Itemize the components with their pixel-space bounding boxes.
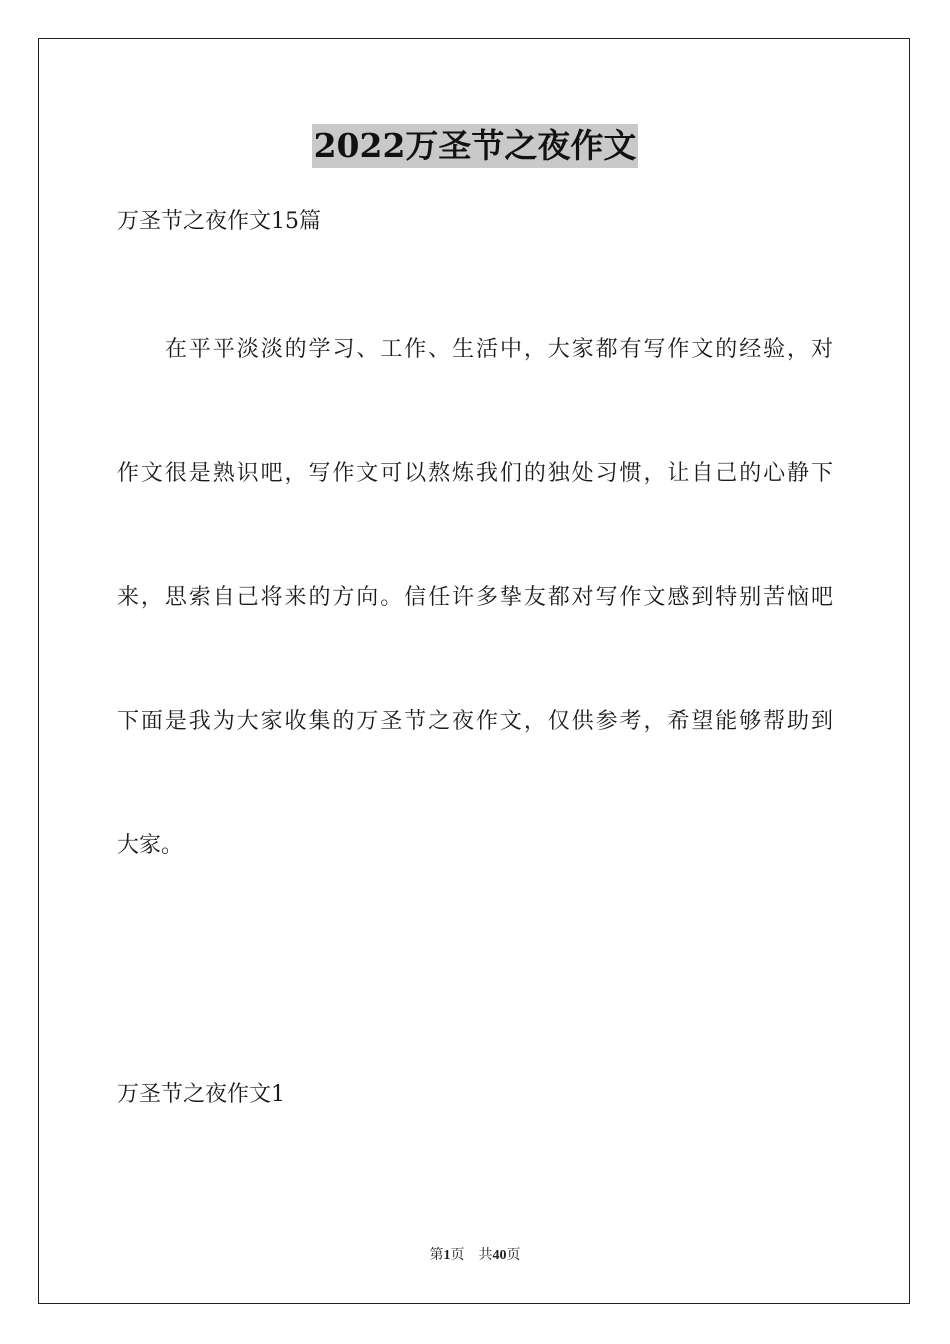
intro-line-2: 作文很是熟识吧，写作文可以熬炼我们的独处习惯，让自己的心静下 — [117, 461, 833, 486]
page-footer — [0, 1247, 950, 1265]
intro-line-1: 在平平淡淡的学习、工作、生活中，大家都有写作文的经验，对 — [165, 337, 833, 362]
footer-page-suffix: 页 — [450, 1248, 465, 1263]
document-title: 2022万圣节之夜作文 — [312, 124, 639, 168]
document-subtitle: 万圣节之夜作文15篇 — [117, 209, 321, 234]
section-heading: 万圣节之夜作文1 — [117, 1082, 285, 1107]
intro-line-4: 下面是我为大家收集的万圣节之夜作文，仅供参考，希望能够帮助到 — [117, 709, 833, 734]
intro-line-3: 来，思索自己将来的方向。信任许多挚友都对写作文感到特别苦恼吧 — [117, 585, 833, 610]
footer-page-number: 1 — [443, 1248, 451, 1263]
footer-page-prefix: 第 — [429, 1248, 444, 1263]
footer-total-prefix: 共 — [478, 1248, 493, 1263]
title-container — [0, 124, 950, 168]
footer-total-pages: 40 — [492, 1248, 507, 1263]
footer-total-suffix: 页 — [506, 1248, 521, 1263]
intro-line-5: 大家。 — [117, 833, 184, 858]
